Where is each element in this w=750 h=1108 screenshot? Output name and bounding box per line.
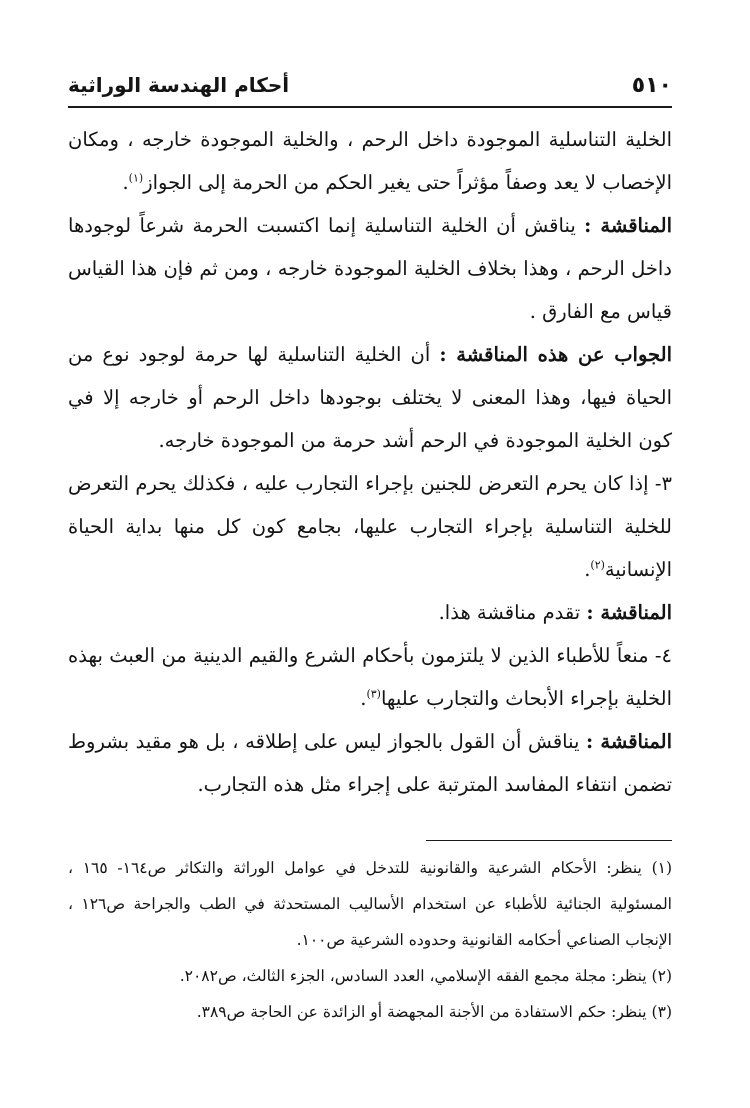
discussion-label: المناقشة : xyxy=(586,730,672,753)
paragraph-2: المناقشة : يناقش أن الخلية التناسلية إنما اكتسبت الحرمة شرعاً لوجودها داخل الرحم ، وهذا بخلاف الخلية الموجودة خارجه ، ومن ثم فإن هذا القياس قياس مع الفارق . xyxy=(68,214,672,323)
footnote-ref-1[interactable]: (١) xyxy=(128,171,144,185)
paragraph-1: الخلية التناسلية الموجودة داخل الرحم ، والخلية الموجودة خارجه ، ومكان الإخصاب لا يعد وصفاً مؤثراً حتى يغير الحكم من الحرمة إلى الجواز$^{(١)}$. xyxy=(68,128,672,194)
paragraph-5: المناقشة : تقدم مناقشة هذا. xyxy=(438,601,672,624)
footnote-ref-2[interactable]: (٢) xyxy=(590,558,605,572)
paragraph-6: ٤- منعاً للأطباء الذين لا يلتزمون بأحكام الشرع والقيم الدينية من العبث بهذه الخلية بإجراء الأبحاث والتجارب عليها$^{(٣)}$. xyxy=(68,644,672,710)
main-text xyxy=(68,118,672,806)
footnote-2: (٢) ينظر: مجلة مجمع الفقه الإسلامي، العدد السادس، الجزء الثالث، ص٢٠٨٢. xyxy=(179,967,672,985)
running-header xyxy=(68,68,672,102)
footnotes xyxy=(68,850,672,1030)
paragraph-7: المناقشة : يناقش أن القول بالجواز ليس على إطلاقه ، بل هو مقيد بشروط تضمن انتفاء المفاسد المترتبة على إجراء مثل هذه التجارب. xyxy=(68,730,672,796)
paragraph-4: ٣- إذا كان يحرم التعرض للجنين بإجراء التجارب عليه ، فكذلك يحرم التعرض للخلية التناسلية بإجراء التجارب عليها، بجامع كون كل منها بداية الحياة الإنسانية$^{(٢)}$. xyxy=(68,472,672,581)
discussion-label: المناقشة : xyxy=(586,601,672,624)
footnote-3: (٣) ينظر: حكم الاستفادة من الأجنة المجهضة أو الزائدة عن الحاجة ص٣٨٩. xyxy=(196,1003,672,1021)
footnote-divider xyxy=(426,840,672,841)
book-title: أحكام الهندسة الوراثية xyxy=(68,73,290,97)
discussion-label: المناقشة : xyxy=(584,214,672,237)
answer-label: الجواب عن هذه المناقشة : xyxy=(439,343,672,366)
header-divider xyxy=(68,106,672,108)
footnote-1: (١) ينظر: الأحكام الشرعية والقانونية للتدخل في عوامل الوراثة والتكاثر ص١٦٤- ١٦٥ ، المسئولية الجنائية للأطباء عن استخدام الأساليب المستحدثة في الطب والجراحة ص١٢٦ ، الإنجاب الصناعي أحكامه القانونية وحدوده الشرعية ص١٠٠. xyxy=(68,859,673,949)
footnote-ref-3[interactable]: (٣) xyxy=(366,687,381,701)
paragraph-3: الجواب عن هذه المناقشة : أن الخلية التناسلية لها حرمة لوجود نوع من الحياة فيها، وهذا المعنى لا يختلف بوجودها داخل الرحم أو خارجه إلا في كون الخلية الموجودة في الرحم أشد حرمة من الموجودة خارجه. xyxy=(68,343,672,452)
page-number: ٥١٠ xyxy=(631,72,672,98)
